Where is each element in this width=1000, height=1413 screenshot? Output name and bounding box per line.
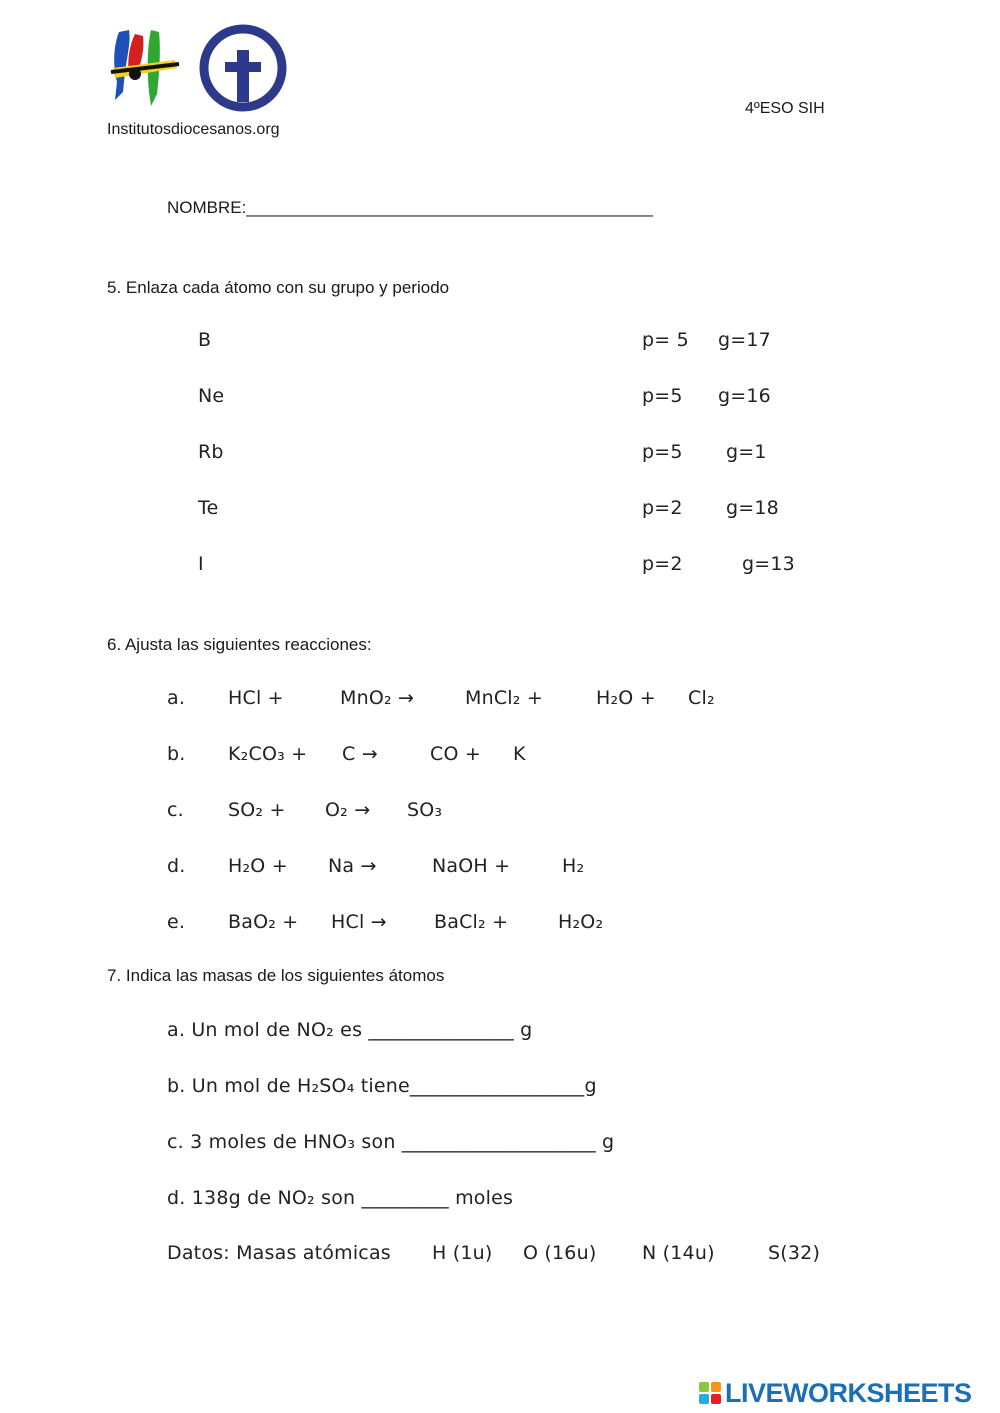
reaction-letter: d.: [167, 855, 186, 877]
group-option[interactable]: g=13: [742, 553, 795, 575]
reaction-term[interactable]: H₂O₂: [558, 911, 604, 933]
brand-text: LIVEWORKSHEETS: [725, 1377, 972, 1408]
reaction-term[interactable]: NaOH +: [432, 855, 511, 877]
data-label: Datos: Masas atómicas: [167, 1242, 391, 1264]
reaction-term[interactable]: SO₃: [407, 799, 443, 821]
period-option[interactable]: p= 5: [642, 329, 689, 351]
website-label: Institutosdiocesanos.org: [107, 121, 280, 138]
liveworksheets-logo-icon: [698, 1381, 722, 1405]
question-6-title: 6. Ajusta las siguientes reacciones:: [107, 635, 372, 654]
reaction-term[interactable]: BaCl₂ +: [434, 911, 509, 933]
reaction-term[interactable]: Na →: [328, 855, 377, 877]
reaction-term[interactable]: BaO₂ +: [228, 911, 299, 933]
question-7-title: 7. Indica las masas de los siguientes átomos: [107, 966, 445, 985]
atomic-mass: O (16u): [523, 1242, 597, 1264]
group-option[interactable]: g=1: [726, 441, 767, 463]
atomic-mass: H (1u): [432, 1242, 493, 1264]
period-option[interactable]: p=5: [642, 441, 683, 463]
reaction-term[interactable]: O₂ →: [325, 799, 371, 821]
group-option[interactable]: g=17: [718, 329, 771, 351]
reaction-term[interactable]: K₂CO₃ +: [228, 743, 308, 765]
period-option[interactable]: p=5: [642, 385, 683, 407]
mass-question[interactable]: d. 138g de NO₂ son _________ moles: [167, 1187, 514, 1209]
period-option[interactable]: p=2: [642, 553, 683, 575]
reaction-term[interactable]: H₂: [562, 855, 585, 877]
reaction-term[interactable]: MnO₂ →: [340, 687, 415, 709]
mass-question[interactable]: b. Un mol de H₂SO₄ tiene__________________g: [167, 1075, 597, 1097]
mass-question[interactable]: a. Un mol de NO₂ es _______________ g: [167, 1019, 533, 1041]
reaction-letter: b.: [167, 743, 186, 765]
reaction-term[interactable]: H₂O +: [228, 855, 288, 877]
reaction-term[interactable]: Cl₂: [688, 687, 715, 709]
liveworksheets-brand[interactable]: [698, 1376, 994, 1410]
atom-item[interactable]: I: [198, 553, 204, 575]
reaction-term[interactable]: H₂O +: [596, 687, 656, 709]
atom-item[interactable]: Ne: [198, 385, 225, 407]
atomic-mass: N (14u): [642, 1242, 715, 1264]
question-5-title: 5. Enlaza cada átomo con su grupo y periodo: [107, 278, 450, 297]
reaction-term[interactable]: MnCl₂ +: [465, 687, 543, 709]
course-label: 4ºESO SIH: [745, 100, 825, 117]
reaction-term[interactable]: CO +: [430, 743, 481, 765]
group-option[interactable]: g=18: [726, 497, 779, 519]
institution-logo-icon: [105, 22, 295, 117]
mass-question[interactable]: c. 3 moles de HNO₃ son ____________________ g: [167, 1131, 615, 1153]
reaction-term[interactable]: SO₂ +: [228, 799, 286, 821]
reaction-letter: c.: [167, 799, 184, 821]
atom-item[interactable]: Rb: [198, 441, 224, 463]
name-field[interactable]: NOMBRE:___________________________________________: [167, 198, 653, 217]
school-logos: [105, 22, 295, 117]
atom-item[interactable]: Te: [198, 497, 219, 519]
reaction-term[interactable]: HCl +: [228, 687, 284, 709]
reaction-term[interactable]: K: [513, 743, 526, 765]
atom-item[interactable]: B: [198, 329, 212, 351]
reaction-letter: e.: [167, 911, 186, 933]
reaction-term[interactable]: HCl →: [331, 911, 387, 933]
atomic-mass: S(32): [768, 1242, 821, 1264]
group-option[interactable]: g=16: [718, 385, 771, 407]
period-option[interactable]: p=2: [642, 497, 683, 519]
reaction-term[interactable]: C →: [342, 743, 378, 765]
reaction-letter: a.: [167, 687, 186, 709]
